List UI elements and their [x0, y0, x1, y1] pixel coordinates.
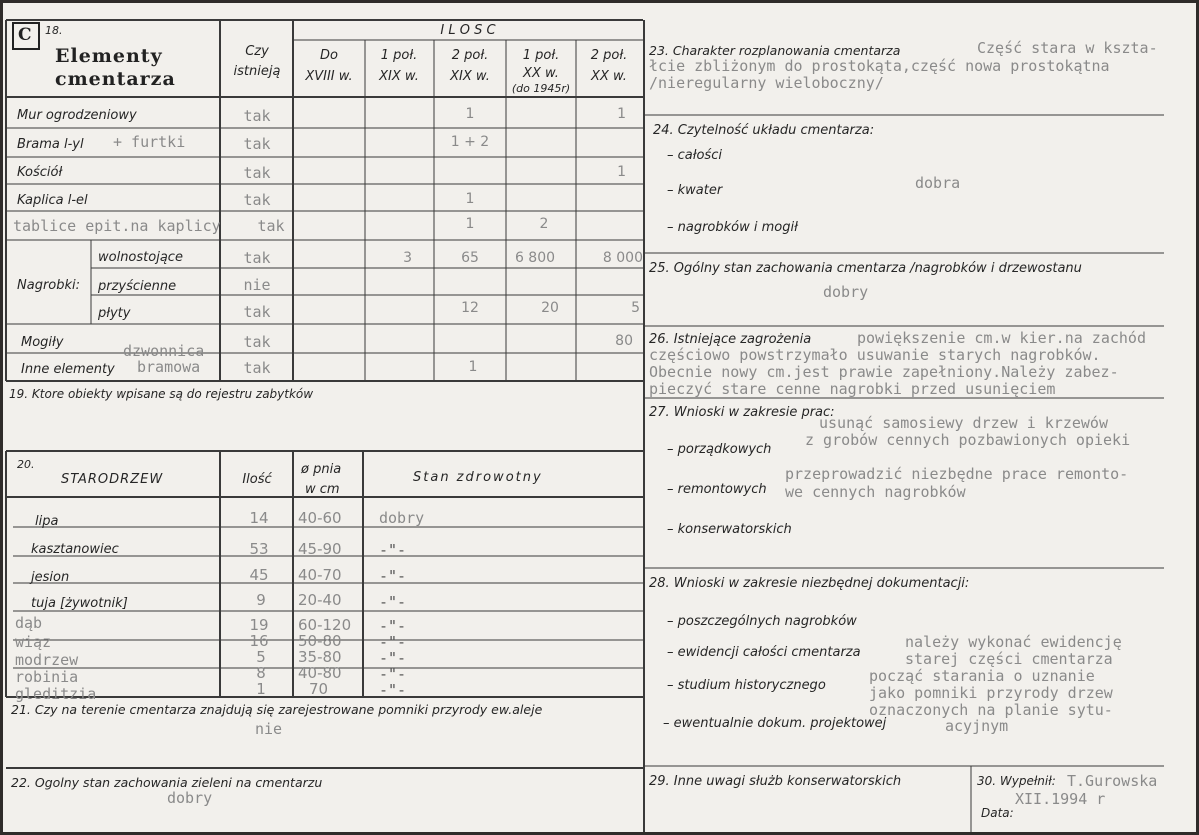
qty-plyty-2xx: 5 — [631, 300, 640, 316]
q27-item-2: – remontowych — [667, 482, 767, 497]
q24-answer: dobra — [915, 174, 961, 192]
q28-item-1: – poszczególnych nagrobków — [667, 614, 857, 629]
q30-date-label: Data: — [981, 806, 1014, 820]
period-3-l2: XIX w. — [450, 69, 490, 84]
q25-label: 25. Ogólny stan zachowania cmentarza /nagrobków i drzewostanu — [649, 261, 1082, 276]
q24-item-2: – kwater — [667, 183, 723, 198]
period-4-l3: (do 1945r) — [511, 82, 571, 95]
q22-label: 22. Ogolny stan zachowania zieleni na cmentarzu — [11, 775, 323, 790]
tree-diam-9: 70 — [309, 680, 329, 698]
row-label-przyscienne: przyścienne — [98, 279, 177, 294]
row-label-brama: Brama l-yl — [17, 137, 84, 152]
tree-state-9: -"- — [379, 681, 407, 699]
tree-state-4: -"- — [379, 593, 407, 611]
q26-line-3: Obecnie nowy cm.jest prawie zapełniony.Należy zabez- — [649, 363, 1119, 381]
q28-answer-5: oznaczonych na planie sytu- — [869, 701, 1113, 719]
section-title-line-1: Elementy — [55, 45, 163, 67]
tree-count-3: 45 — [249, 566, 269, 584]
qty-mogily-2xx: 80 — [615, 333, 633, 349]
tree-name-4: tuja [żywotnik] — [31, 596, 128, 611]
q27-answer-3: przeprowadzić niezbędne prace remonto- — [785, 465, 1129, 483]
qty-plyty-1xx: 20 — [541, 300, 559, 316]
period-5-l1: 2 poł. — [590, 48, 628, 63]
q27-item-3: – konserwatorskich — [667, 522, 792, 537]
tree-diam-6: 50-80 — [298, 632, 342, 650]
tree-state-3: -"- — [379, 567, 407, 585]
q19-label: 19. Ktore obiekty wpisane są do rejestru zabytków — [9, 387, 314, 401]
q23-line-1: Część stara w kszta- — [977, 39, 1158, 57]
tree-diam-1: 40-60 — [298, 509, 342, 527]
q22-answer: dobry — [167, 789, 213, 807]
tree-state-6: -"- — [379, 633, 407, 651]
q28-item-4: – ewentualnie dokum. projektowej — [663, 716, 887, 731]
q24-label: 24. Czytelność układu cmentarza: — [653, 123, 875, 138]
row-label-wolnostojace: wolnostojące — [98, 250, 183, 265]
czy-plyty: tak — [243, 303, 271, 321]
tree-diam-7: 35-80 — [298, 648, 342, 666]
tree-state-8: -"- — [379, 665, 407, 683]
row-label-kosciol: Kościół — [17, 165, 63, 180]
czy-przyscienne: nie — [243, 276, 271, 294]
tree-name-1: lipa — [35, 514, 59, 529]
q27-label: 27. Wnioski w zakresie prac: — [649, 405, 835, 420]
tree-name-6: wiąz — [15, 633, 52, 651]
q30-date: XII.1994 r — [1015, 790, 1106, 808]
tree-diam-3: 40-70 — [298, 566, 342, 584]
q24-item-1: – całości — [667, 148, 722, 163]
section-title-line-2: cmentarza — [55, 68, 176, 90]
q23-line-3: /nieregularny wieloboczny/ — [649, 74, 884, 92]
section-number: 18. — [45, 24, 63, 37]
q28-answer-4: jako pomniki przyrody drzew — [869, 684, 1113, 702]
tree-diam-4: 20-40 — [298, 591, 342, 609]
tree-count-1: 14 — [249, 509, 269, 527]
q26-line-1: powiększenie cm.w kier.na zachód — [857, 329, 1146, 347]
col-czy-line-2: istnieją — [233, 64, 281, 79]
row-typed-tablice: tablice epit.na kaplicy — [13, 217, 221, 235]
row-typed-dzwonnica: dzwonnica — [123, 342, 205, 360]
q20-number: 20. — [17, 458, 35, 471]
period-2-l2: XIX w. — [379, 69, 419, 84]
czy-wolnostojace: tak — [243, 249, 271, 267]
tree-name-5: dąb — [15, 614, 43, 632]
qty-plyty-2xix: 12 — [461, 300, 479, 316]
tree-count-6: 16 — [249, 632, 269, 650]
qty-mur-2xx: 1 — [617, 106, 626, 122]
tree-state-1: dobry — [379, 509, 425, 527]
q20-header-diam-2: w cm — [305, 482, 340, 497]
q21-answer: nie — [255, 720, 283, 738]
period-1-l2: XVIII w. — [305, 69, 353, 84]
tree-state-5: -"- — [379, 617, 407, 635]
row-label-mogily: Mogiły — [21, 335, 64, 350]
q28-answer-1: należy wykonać ewidencję — [905, 633, 1122, 651]
row-label-plyty: płyty — [98, 306, 131, 321]
qty-wolno-1xx: 6 800 — [514, 250, 556, 266]
col-czy-line-1: Czy — [245, 44, 269, 59]
qty-wolno-2xx: 8 000 — [602, 250, 643, 266]
qty-wolno-1xix: 3 — [403, 250, 412, 266]
section-letter: C — [18, 25, 33, 45]
row-typed-bramowa: bramowa — [137, 358, 201, 376]
q21-label: 21. Czy na terenie cmentarza znajdują się zarejestrowane pomniki przyrody ew.aleje — [11, 702, 543, 717]
qty-mur-2xix: 1 — [465, 106, 475, 122]
qty-inne-2xix: 1 — [468, 359, 478, 375]
period-2-l1: 1 poł. — [380, 48, 418, 63]
tree-name-2: kasztanowiec — [31, 542, 119, 557]
q20-header-state: Stan zdrowotny — [413, 470, 543, 485]
qty-brama-2xix: 1 + 2 — [450, 134, 490, 150]
q28-answer-6: acyjnym — [945, 717, 1009, 735]
q27-answer-2: z grobów cennych pozbawionych opieki — [805, 431, 1131, 449]
tree-count-4: 9 — [256, 591, 266, 609]
nagrobki-label: Nagrobki: — [17, 278, 81, 293]
q26-label: 26. Istniejące zagrożenia — [649, 332, 812, 347]
tree-count-8: 8 — [256, 664, 266, 682]
qty-tablice-1xx: 2 — [539, 216, 549, 232]
q28-label: 28. Wnioski w zakresie niezbędnej dokumentacji: — [649, 576, 970, 591]
q20-header-diam-1: ø pnia — [301, 462, 342, 477]
q27-answer-1: usunąć samosiewy drzew i krzewów — [819, 414, 1108, 432]
tree-count-5: 19 — [249, 616, 269, 634]
row-typed-furtki: + furtki — [113, 133, 186, 151]
row-label-mur: Mur ogrodzeniowy — [17, 108, 137, 123]
qty-wolno-2xix: 65 — [461, 250, 479, 266]
q23-line-2: łcie zbliżonym do prostokąta,część nowa prostokątna — [649, 57, 1110, 75]
tree-name-9: gleditzia — [15, 685, 97, 703]
period-3-l1: 2 poł. — [451, 48, 489, 63]
tree-diam-8: 40-80 — [298, 664, 342, 682]
tree-state-7: -"- — [379, 649, 407, 667]
czy-mogily: tak — [243, 333, 271, 351]
q28-item-2: – ewidencji całości cmentarza — [667, 645, 861, 660]
q26-line-4: pieczyć stare cenne nagrobki przed usunięciem — [649, 380, 1056, 398]
tree-count-2: 53 — [249, 540, 269, 558]
period-4-l1: 1 poł. — [522, 48, 560, 63]
q20-header-name: STARODRZEW — [61, 472, 164, 487]
q30-name: T.Gurowska — [1067, 772, 1158, 790]
tree-count-7: 5 — [256, 648, 266, 666]
tree-name-7: modrzew — [15, 651, 79, 669]
q20-header-count: Ilość — [242, 472, 272, 487]
q28-item-3: – studium historycznego — [667, 678, 826, 693]
period-4-l2: XX w. — [523, 66, 559, 81]
q27-answer-4: we cennych nagrobków — [785, 483, 966, 501]
qty-kosciol-2xx: 1 — [617, 164, 626, 180]
q30-label: 30. Wypełnił: — [977, 774, 1056, 788]
record-card — [3, 3, 1196, 832]
q26-line-2: częściowo powstrzymało usuwanie starych nagrobków. — [649, 346, 1101, 364]
qty-tablice-2xix: 1 — [465, 216, 475, 232]
tree-diam-2: 45-90 — [298, 540, 342, 558]
czy-kosciol: tak — [243, 164, 271, 182]
period-5-l2: XX w. — [591, 69, 627, 84]
tree-diam-5: 60-120 — [298, 616, 352, 634]
q24-item-3: – nagrobków i mogił — [667, 220, 798, 235]
q27-item-1: – porządkowych — [667, 442, 772, 457]
q28-answer-3: począć starania o uznanie — [869, 667, 1095, 685]
q29-label: 29. Inne uwagi służb konserwatorskich — [649, 774, 902, 789]
tree-name-8: robinia — [15, 668, 79, 686]
tree-state-2: -"- — [379, 541, 407, 559]
row-label-inne: Inne elementy — [21, 362, 115, 377]
czy-brama: tak — [243, 135, 271, 153]
czy-tablice: tak — [257, 217, 285, 235]
qty-kaplica-2xix: 1 — [465, 191, 475, 207]
q23-label: 23. Charakter rozplanowania cmentarza — [649, 43, 901, 58]
czy-mur: tak — [243, 107, 271, 125]
q28-answer-2: starej części cmentarza — [905, 650, 1113, 668]
row-label-kaplica: Kaplica l-el — [17, 193, 88, 208]
czy-kaplica: tak — [243, 191, 271, 209]
tree-count-9: 1 — [256, 680, 266, 698]
q25-answer: dobry — [823, 283, 869, 301]
col-ilosc-header: I L O S C — [440, 23, 496, 38]
tree-name-3: jesion — [31, 570, 70, 585]
czy-inne: tak — [243, 359, 271, 377]
period-1-l1: Do — [320, 48, 338, 63]
